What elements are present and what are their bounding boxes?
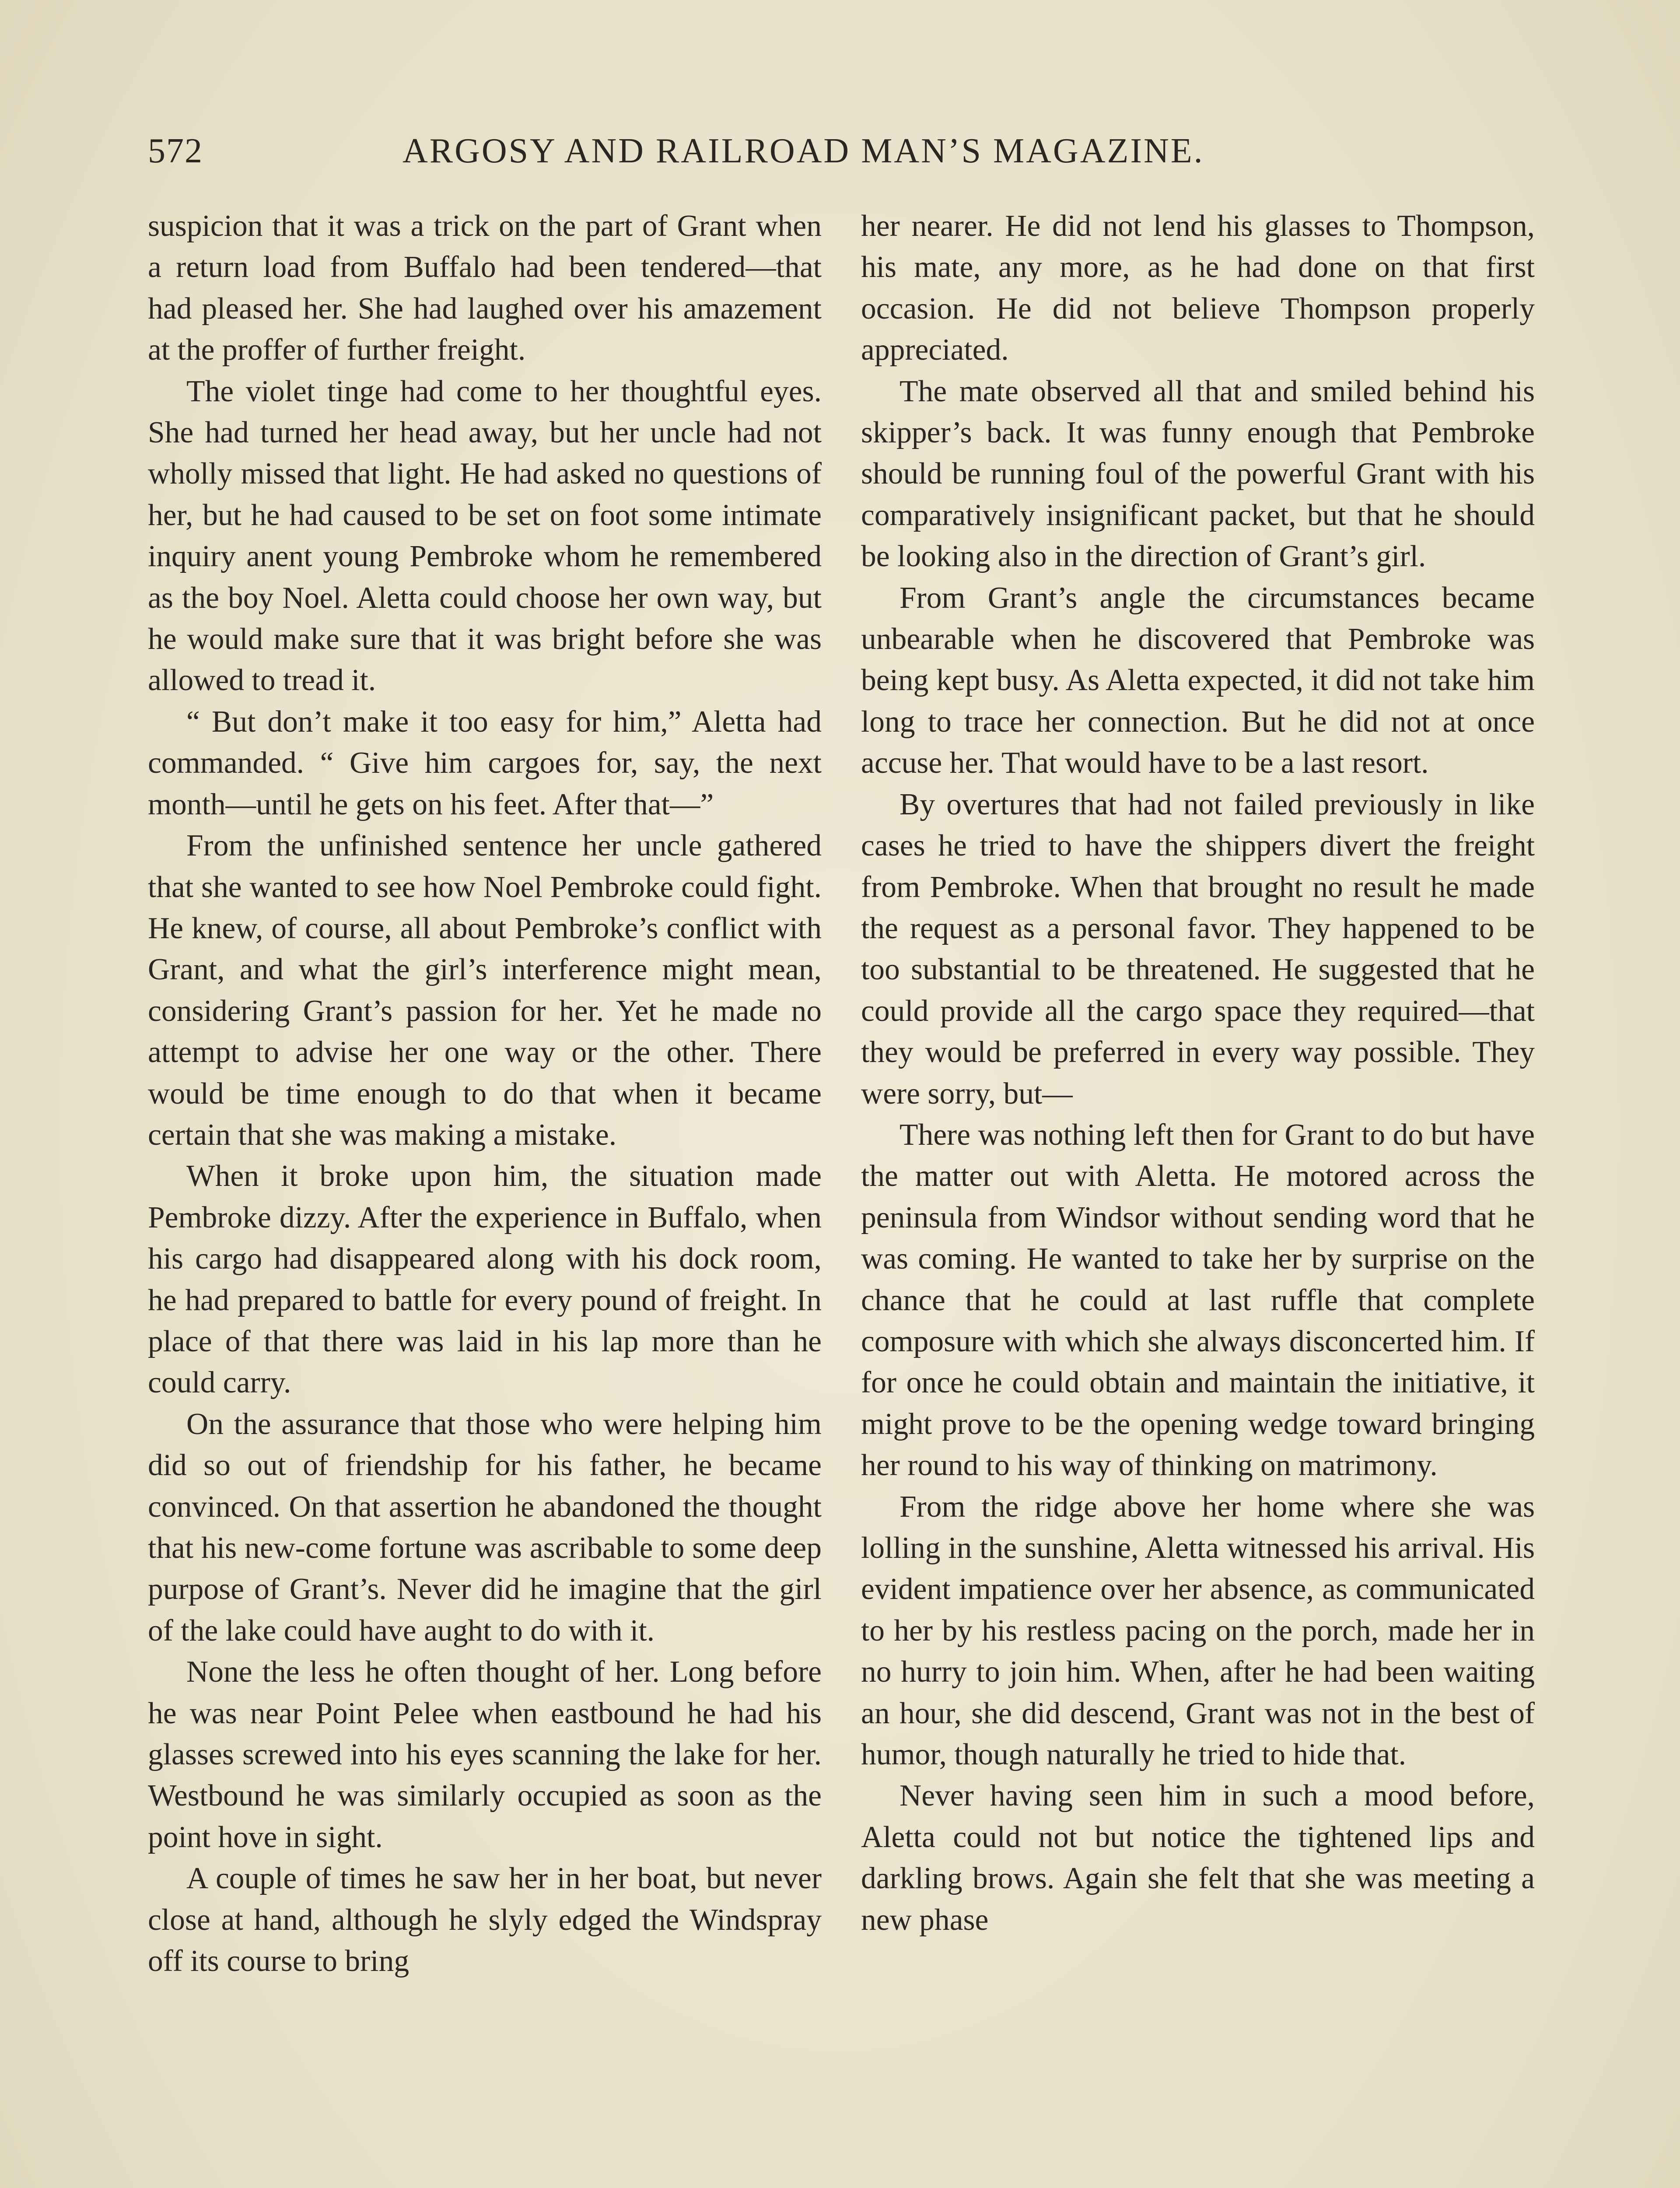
paragraph: “ But don’t make it too easy for him,” Aletta had commanded. “ Give him cargoes for, say, the next month—until he gets on his feet. After that—” [148,705,822,821]
paragraph: From the unfinished sentence her uncle gathered that she wanted to see how Noel Pembroke could fight. He knew, of course, all about Pembroke’s conflict with Grant, and what the girl’s interference might mean, considering Grant’s passion for her. Yet he made no attempt to advise her one way or the other. There would be time enough to do that when it became certain that she was making a mistake. [148,829,822,1152]
paragraph: By overtures that had not failed previously in like cases he tried to have the shippers divert the freight from Pembroke. When that brought no result he made the request as a personal favor. They happened to be too substantial to be threatened. He suggested that he could provide all the cargo space they required—that they would be preferred in every way possible. They were sorry, but— [861,787,1535,1111]
paragraph: From Grant’s angle the circumstances became unbearable when he discovered that Pembroke was being kept busy. As Aletta expected, it did not take him long to trace her connection. But he did not at once accuse her. That would have to be a last resort. [861,581,1535,780]
paragraph: When it broke upon him, the situation made Pembroke dizzy. After the experience in Buffalo, when his cargo had disappeared along with his dock room, he had prepared to battle for every pound of freight. In place of that there was laid in his lap more than he could carry. [148,1159,822,1400]
page-number: 572 [148,132,203,170]
paragraph: A couple of times he saw her in her boat, but never close at hand, although he slyly edged the Windspray off its course to bring [148,1862,822,1978]
paragraph: The mate observed all that and smiled behind his skipper’s back. It was funny enough that Pembroke should be running foul of the powerful Grant with his comparatively insignificant packet, but that he should be looking also in the direction of Grant’s girl. [861,374,1535,574]
paragraph: The violet tinge had come to her thoughtful eyes. She had turned her head away, but her uncle had not wholly missed that light. He had asked no questions of her, but he had caused to be set on foot some intimate inquiry anent young Pembroke whom he remembered as the boy Noel. Aletta could choose her own way, but he would make sure that it was bright before she was allowed to tread it. [148,374,822,698]
page-header [140,131,1540,179]
left-column [148,206,822,1982]
paragraph: None the less he often thought of her. Long before he was near Point Pelee when eastbound he had his glasses screwed into his eyes scanning the lake for her. Westbound he was similarly occupied as soon as the point hove in sight. [148,1655,822,1854]
running-head: ARGOSY AND RAILROAD MAN’S MAGAZINE. [402,132,1204,170]
paragraph: her nearer. He did not lend his glasses to Thompson, his mate, any more, as he had done on that first occasion. He did not believe Thompson properly appreciated. [861,209,1535,367]
paragraph: Never having seen him in such a mood before, Aletta could not but notice the tightened lips and darkling brows. Again she felt that she was meeting a new phase [861,1779,1535,1937]
paragraph: On the assurance that those who were helping him did so out of friendship for his father, he became convinced. On that assertion he abandoned the thought that his new-come fortune was ascribable to some deep purpose of Grant’s. Never did he imagine that the girl of the lake could have aught to do with it. [148,1407,822,1648]
right-column [861,206,1535,1941]
paragraph: From the ridge above her home where she was lolling in the sunshine, Aletta witnessed his arrival. His evident impatience over her absence, as communicated to her by his restless pacing on the porch, made her in no hurry to join him. When, after he had been waiting an hour, she did descend, Grant was not in the best of humor, though naturally he tried to hide that. [861,1490,1535,1772]
paragraph: suspicion that it was a trick on the part of Grant when a return load from Buffalo had been tendered—that had pleased her. She had laughed over his amazement at the proffer of further freight. [148,209,822,367]
paragraph: There was nothing left then for Grant to do but have the matter out with Aletta. He motored across the peninsula from Windsor without sending word that he was coming. He wanted to take her by surprise on the chance that he could at last ruffle that complete composure with which she always disconcerted him. If for once he could obtain and maintain the initiative, it might prove to be the opening wedge toward bringing her round to his way of thinking on matrimony. [861,1118,1535,1483]
